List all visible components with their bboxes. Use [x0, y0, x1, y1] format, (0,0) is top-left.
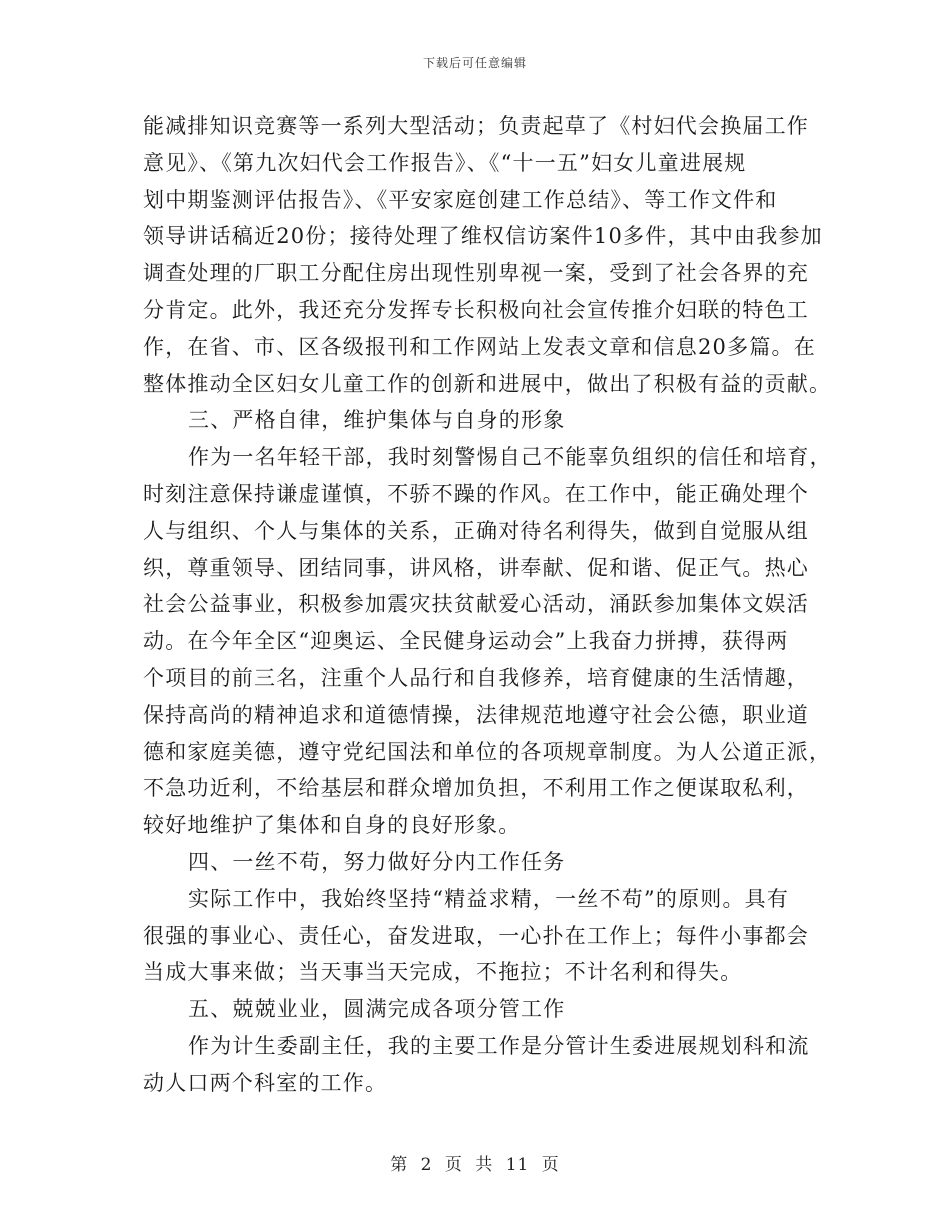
body-text — [143, 108, 832, 1102]
text-line: 意见》、《第九次妇代会工作报告》、《“十一五”妇女儿童进展规 — [143, 150, 747, 175]
text-line: 保持高尚的精神追求和道德情操，法律规范地遵守社会公德，职业道 — [143, 702, 809, 727]
text-line: 能减排知识竞赛等一系列大型活动；负责起草了《村妇代会换届工作 — [143, 114, 809, 138]
text-line: 分肯定。此外，我还充分发挥专长积极向社会宣传推介妇联的特色工 — [143, 297, 809, 322]
text-line: 实际工作中，我始终坚持“精益求精，一丝不苟”的原则。具有 — [188, 886, 790, 911]
text-line: 德和家庭美德，遵守党纪国法和单位的各项规章制度。为人公道正派， — [143, 739, 832, 764]
text-line: 动。在今年全区“迎奥运、全民健身运动会”上我奋力拼搏，获得两 — [143, 629, 789, 654]
text-line: 个项目的前三名，注重个人品行和自我修养，培育健康的生活情趣， — [143, 665, 809, 690]
text-line: 划中期鉴测评估报告》、《平安家庭创建工作总结》、等工作文件和 — [143, 187, 778, 212]
page-footer: 第 2 页 共 11 页 — [390, 1155, 560, 1175]
text-line: 织，尊重领导、团结同事，讲风格，讲奉献、促和谐、促正气。热心 — [143, 555, 809, 580]
text-line: 不急功近利，不给基层和群众增加负担，不利用工作之便谋取私利， — [143, 776, 809, 801]
text-line: 动人口两个科室的工作。 — [143, 1070, 388, 1095]
text-line: 社会公益事业，积极参加震灾扶贫献爱心活动，涌跃参加集体文娱活 — [143, 592, 809, 617]
text-line: 作为计生委副主任，我的主要工作是分管计生委进展规划科和流 — [188, 1033, 810, 1058]
text-line: 整体推动全区妇女儿童工作的创新和进展中，做出了积极有益的贡献。 — [143, 371, 832, 396]
text-line: 调查处理的厂职工分配住房出现性别卑视一案，受到了社会各界的充 — [143, 261, 809, 286]
text-line: 作，在省、市、区各级报刊和工作网站上发表文章和信息20多篇。在 — [143, 334, 816, 359]
text-line: 时刻注意保持谦虚谨慎，不骄不躁的作风。在工作中，能正确处理个 — [143, 481, 809, 506]
text-line: 较好地维护了集体和自身的良好形象。 — [143, 813, 521, 838]
text-line: 三、严格自律，维护集体与自身的形象 — [188, 408, 566, 433]
text-line: 当成大事来做；当天事当天完成，不拖拉；不计名利和得失。 — [143, 960, 743, 985]
text-line: 人与组织、个人与集体的关系，正确对待名利得失，做到自觉服从组 — [143, 518, 809, 543]
text-line: 作为一名年轻干部，我时刻警惕自己不能辜负组织的信任和培育， — [188, 445, 832, 470]
text-line: 领导讲话稿近20份；接待处理了维权信访案件10多件，其中由我参加 — [143, 224, 823, 249]
text-line: 五、兢兢业业，圆满完成各项分管工作 — [188, 997, 566, 1022]
page-header: 下载后可任意编辑 — [422, 56, 527, 70]
text-line: 很强的事业心、责任心，奋发进取，一心扑在工作上；每件小事都会 — [143, 923, 809, 948]
text-line: 四、一丝不苟，努力做好分内工作任务 — [188, 849, 566, 874]
